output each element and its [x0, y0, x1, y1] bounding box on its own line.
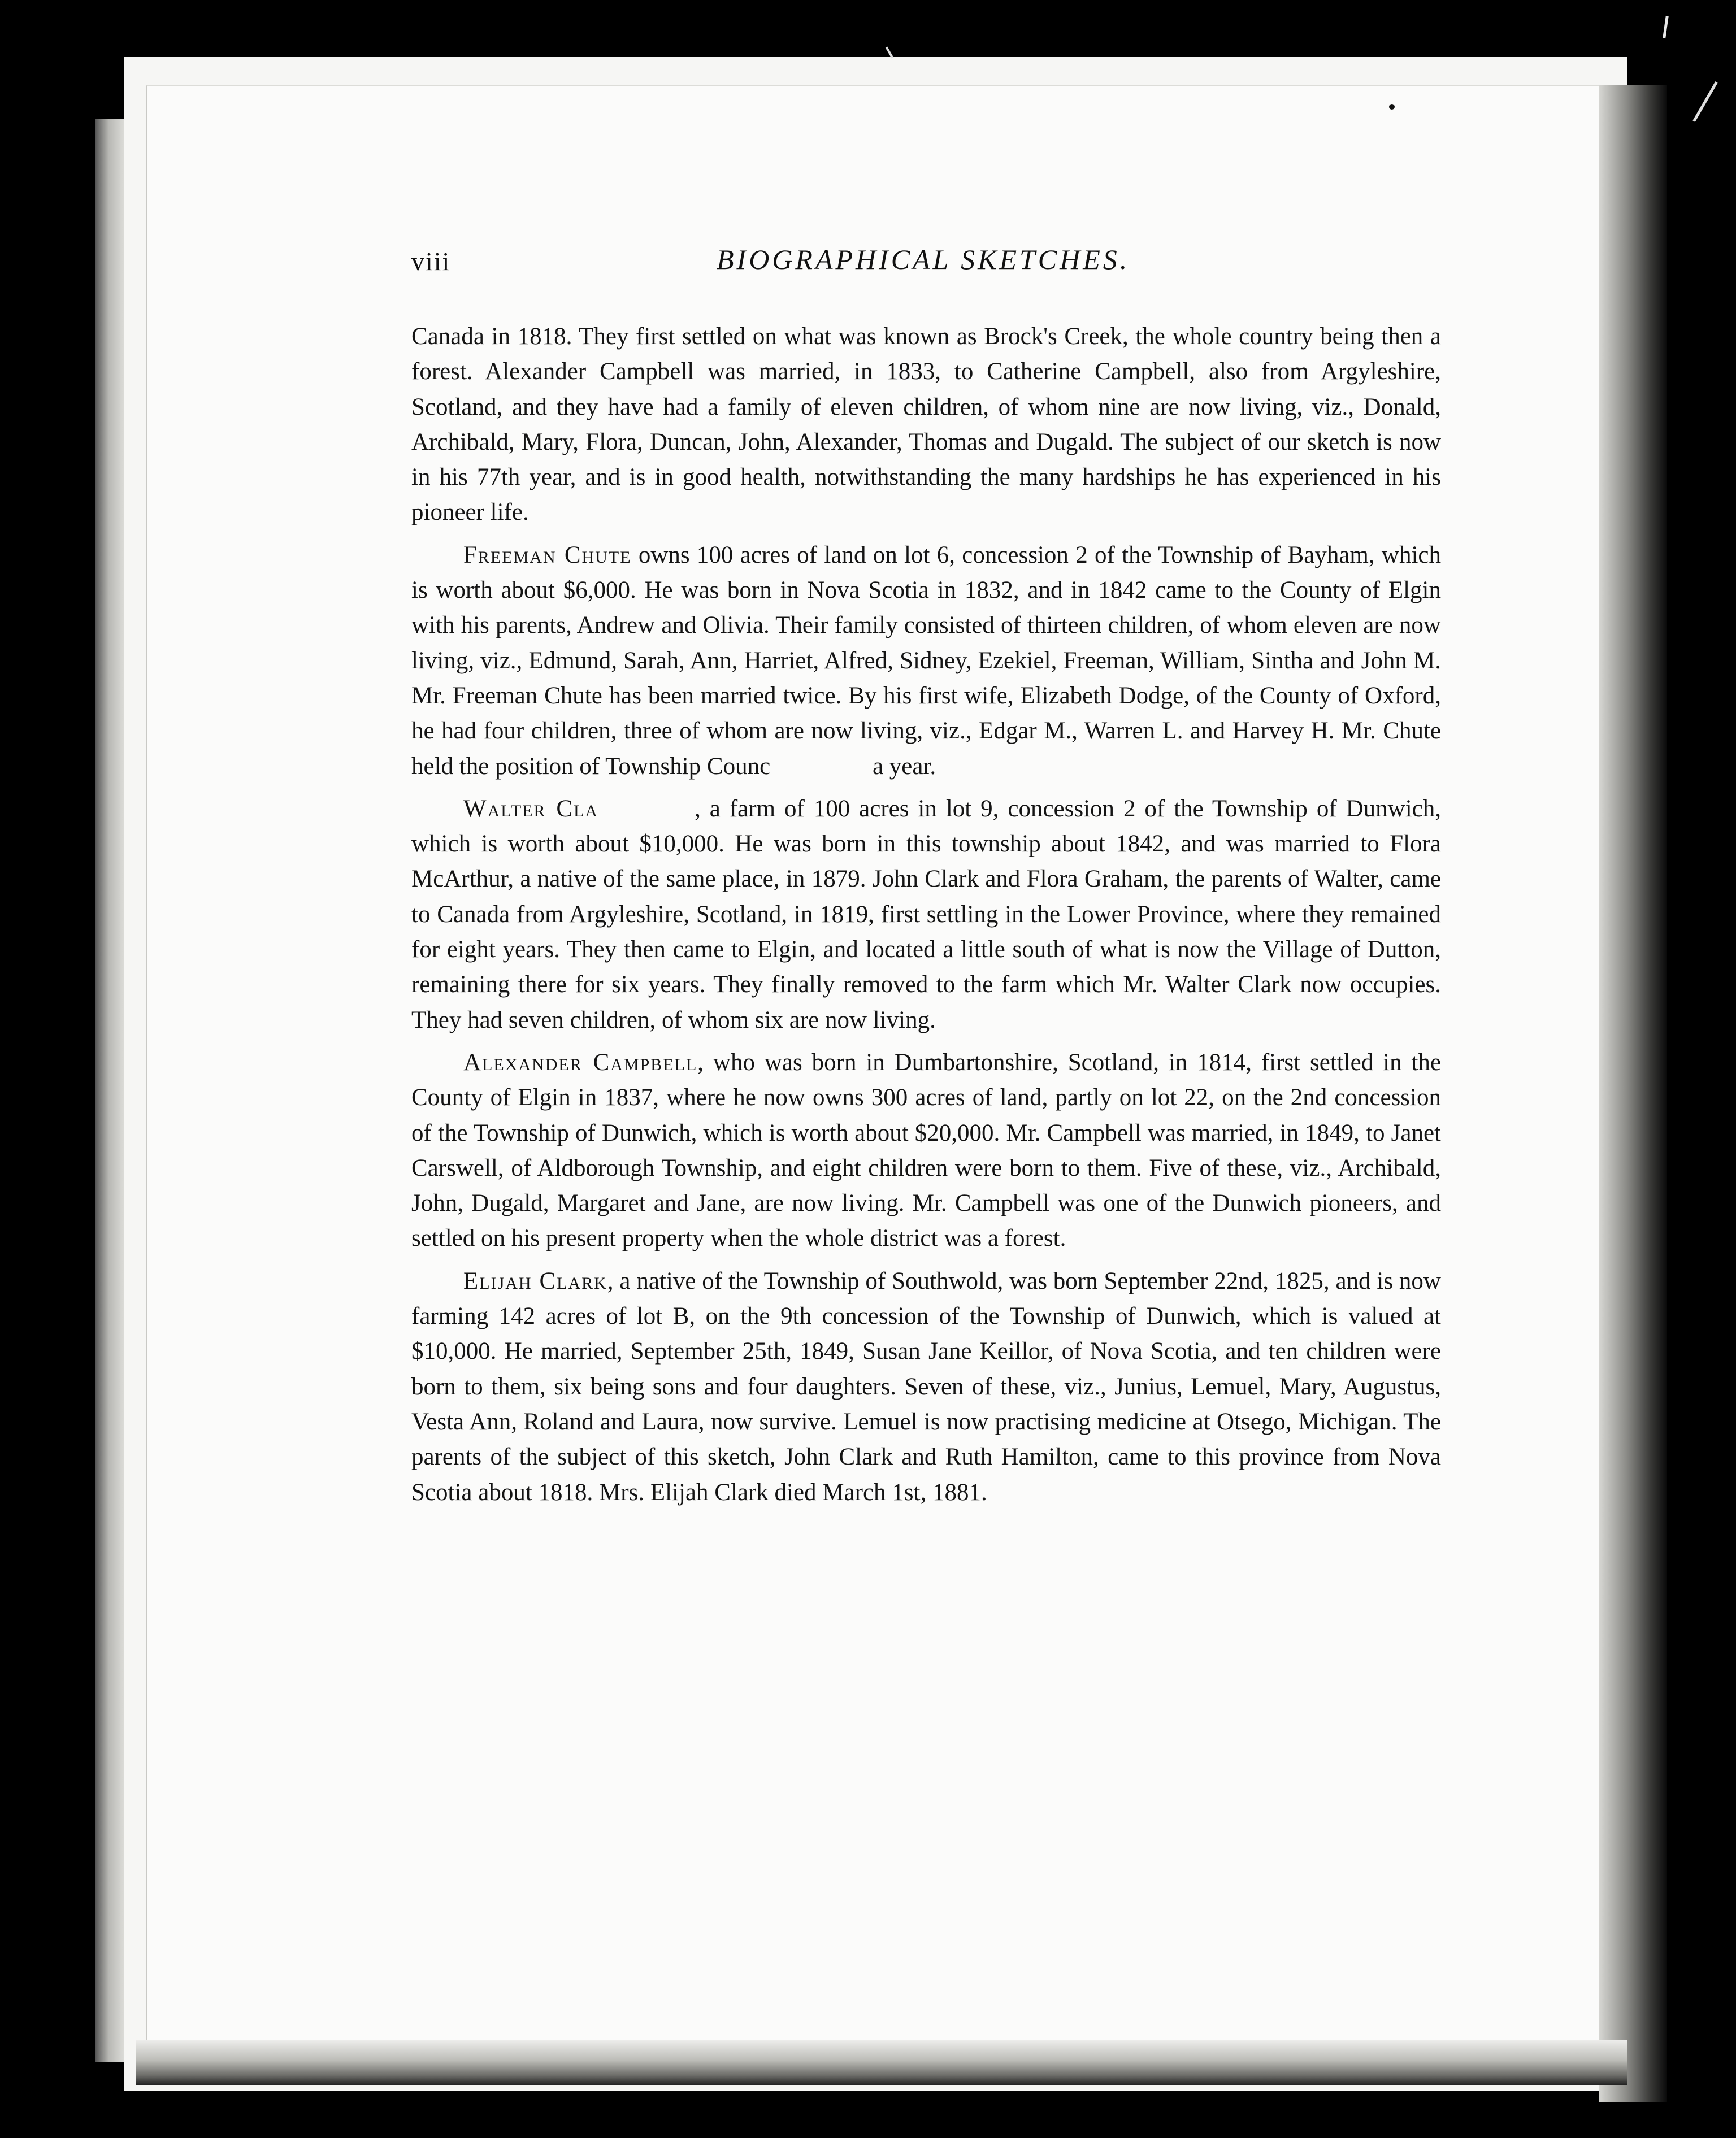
paragraph-elijah-clark: [411, 1264, 1441, 1510]
subject-name: Freeman Chute: [463, 541, 632, 568]
scan-speck: [1663, 16, 1669, 38]
scan-speck: [1692, 81, 1717, 122]
paragraph-text: , a native of the Township of Southwold, was born September 22nd, 1825, and is now farming 142 acres of lot B, on the 9th concession of the Township of Dunwich, which is valued at $10,000. He married, September 25th, 1849, Susan Jane Keillor, of Nova Scotia, and ten children were born to them, six being sons and four daughters. Seven of these, viz., Junius, Lemuel, Mary, Augustus, Vesta Ann, Roland and Laura, now survive. Lemuel is now practising medicine at Otsego, Michigan. The parents of the subject of this sketch, John Clark and Ruth Hamilton, came to this province from Nova Scotia about 1818. Mrs. Elijah Clark died March 1st, 1881.: [411, 1267, 1441, 1506]
book-gutter-shadow: [1599, 85, 1667, 2102]
paragraph-text: owns 100 acres of land on lot 6, concession 2 of the Township of Bayham, which is worth about $6,000. He was born in Nova Scotia in 1832, and in 1842 came to the County of Elgin with his parents, Andrew and Olivia. Their family consisted of thirteen children, of whom eleven are now living, viz., Edmund, Sarah, Ann, Harriet, Alfred, Sidney, Ezekiel, Freeman, William, Sintha and John M. Mr. Freeman Chute has been married twice. By his first wife, Elizabeth Dodge, of the County of Oxford, he had four children, three of whom are now living, viz., Edgar M., Warren L. and Harvey H. Mr. Chute held the position of Township Counc: [411, 541, 1441, 780]
page-number: viii: [411, 247, 451, 276]
running-head-title: BIOGRAPHICAL SKETCHES.: [717, 244, 1130, 275]
paragraph-text: Canada in 1818. They first settled on what was known as Brock's Creek, the whole country being then a forest. Alexander Campbell was married, in 1833, to Catherine Campbell, also from Argyleshire, Scotland, and they have had a family of eleven children, of whom nine are now living, viz., Donald, Archibald, Mary, Flora, Duncan, John, Alexander, Thomas and Dugald. The subject of our sketch is now in his 77th year, and is in good health, notwithstanding the many hardships he has experienced in his pioneer life.: [411, 323, 1441, 526]
paragraph-alexander-campbell: [411, 1045, 1441, 1257]
subject-name: Alexander Campbell: [463, 1049, 698, 1076]
running-head: [411, 243, 1440, 294]
subject-name: Walter Cla: [463, 795, 599, 822]
page-stack-bottom-edge: [136, 2040, 1628, 2085]
obscured-text-blot: [770, 755, 866, 782]
subject-name: Elijah Clark: [463, 1267, 607, 1294]
paragraph-freeman-chute: [411, 538, 1441, 784]
paragraph-text: , who was born in Dumbartonshire, Scotland, in 1814, first settled in the County of Elgin in 1837, where he now owns 300 acres of land, partly on lot 22, on the 2nd concession of the Township of Dunwich, which is worth about $20,000. Mr. Campbell was married, in 1849, to Janet Carswell, of Aldborough Township, and eight children were born to them. Five of these, viz., Archibald, John, Dugald, Margaret and Jane, are now living. Mr. Campbell was one of the Dunwich pioneers, and settled on his present property when the whole district was a forest.: [411, 1049, 1441, 1252]
obscured-text-blot: [598, 797, 695, 824]
scan-speck: [1389, 104, 1395, 110]
body-text: [411, 319, 1441, 1518]
paragraph-text: a farm of 100 acres in lot 9, concession 2 of the Township of Dunwich, which is worth about $10,000. He was born in this township about 1842, and was married to Flora McArthur, a native of the same place, in 1879. John Clark and Flora Graham, the parents of Walter, came to Canada from Argyleshire, Scotland, in 1819, first settling in the Lower Province, where they remained for eight years. They then came to Elgin, and located a little south of what is now the Village of Dutton, remaining there for six years. They finally removed to the farm which Mr. Walter Clark now occupies. They had seven children, of whom six are now living.: [411, 795, 1441, 1033]
paragraph-text-tail: a year.: [866, 753, 936, 780]
paragraph-text-comma: ,: [695, 795, 701, 822]
paragraph-walter-clark: [411, 792, 1441, 1038]
paragraph-campbell-continued: [411, 319, 1441, 531]
